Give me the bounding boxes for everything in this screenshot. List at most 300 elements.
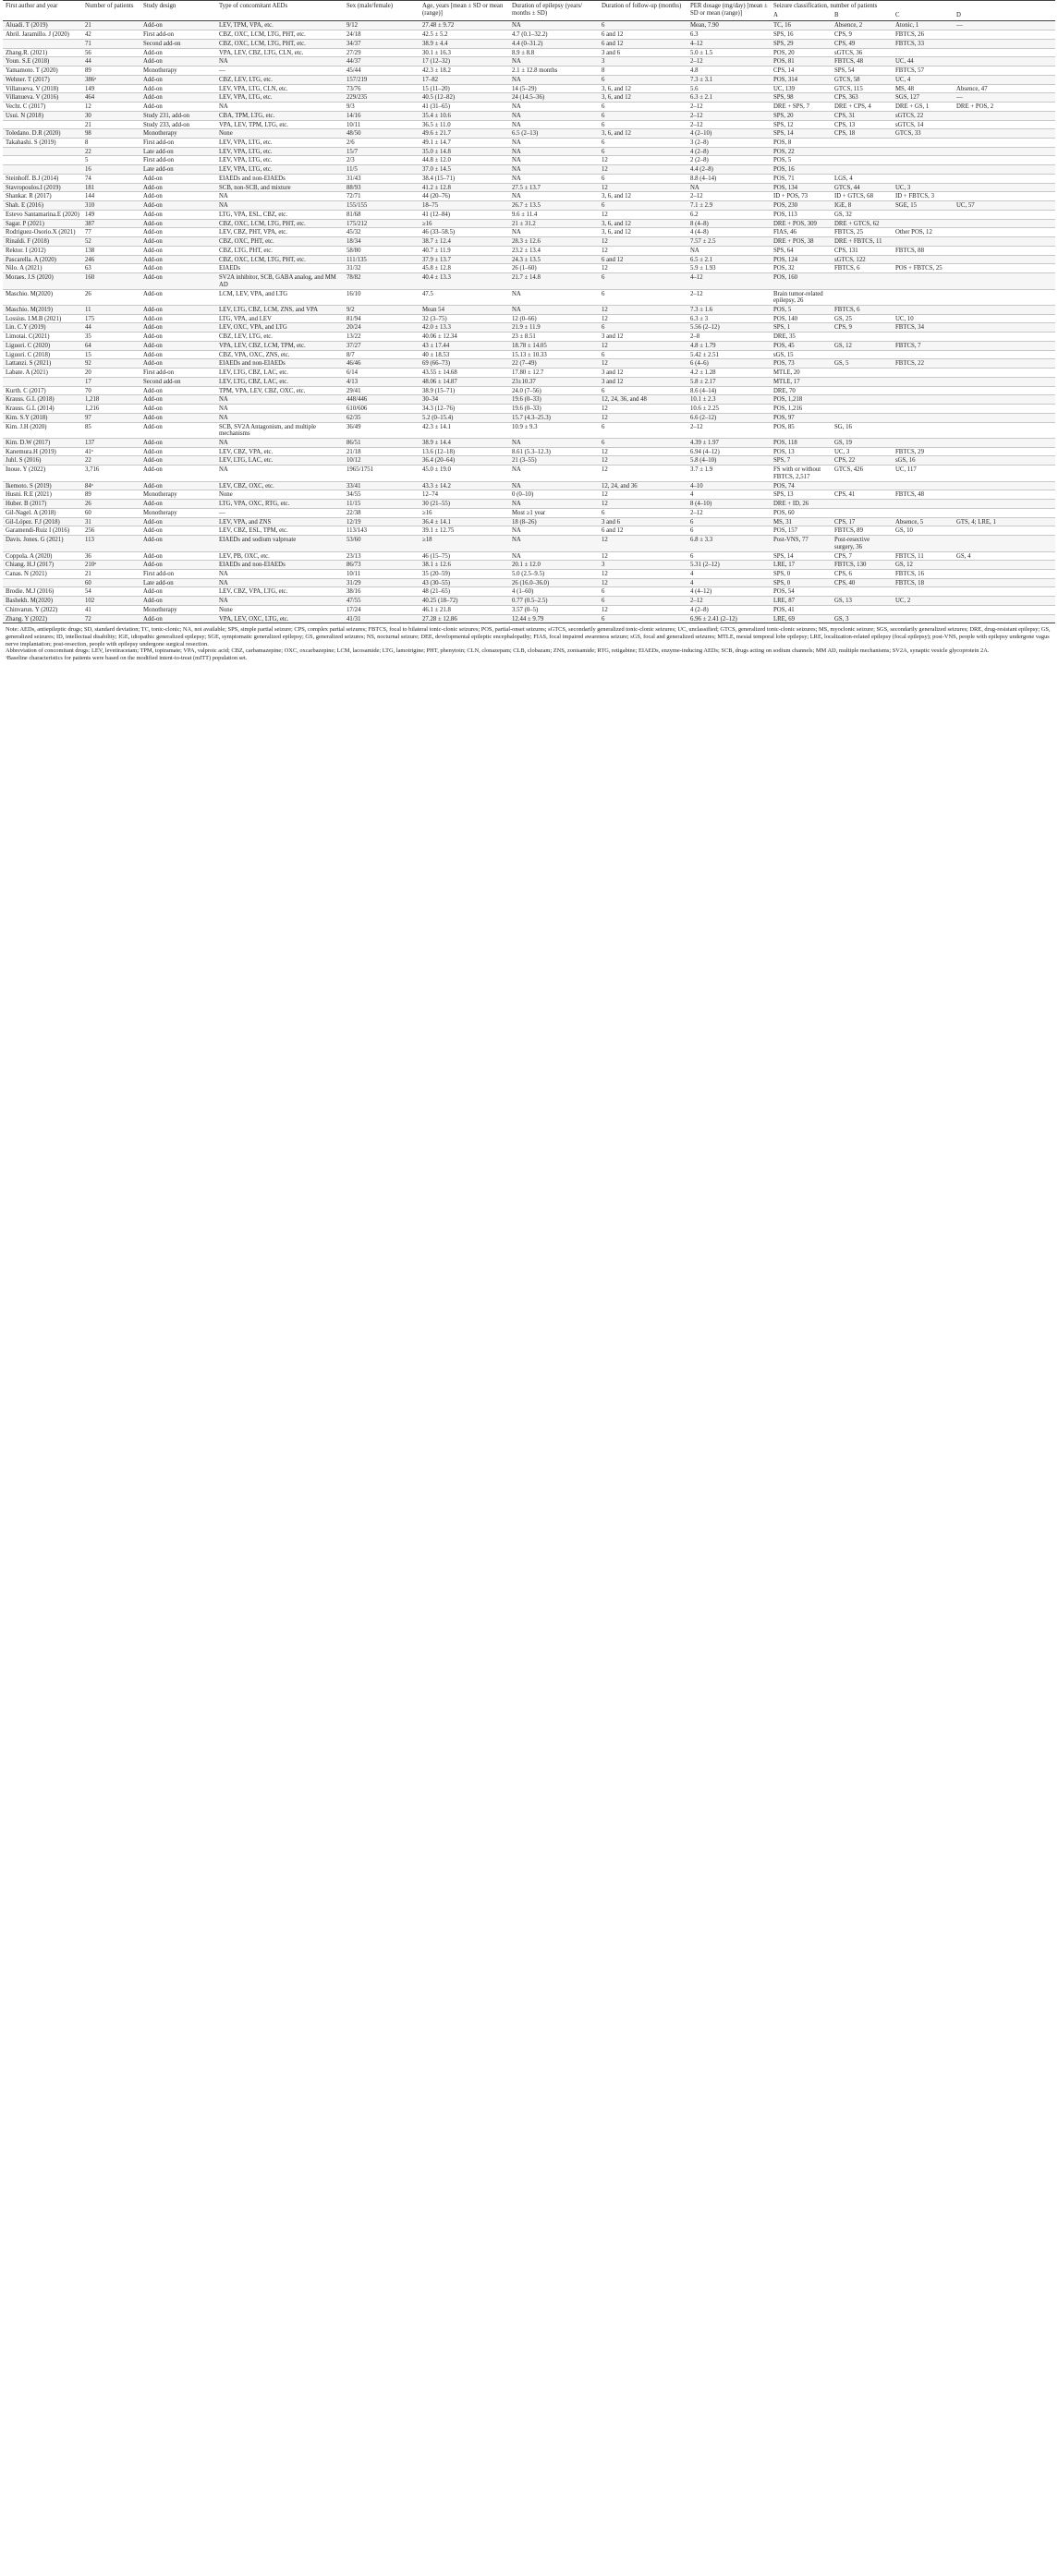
table-row	[3, 273, 1055, 289]
study-design-cell: Add-on	[140, 48, 216, 57]
seizure-c-cell: FBTCS, 18	[893, 578, 954, 587]
seizure-c-cell: FBTCS, 34	[893, 323, 954, 333]
patients-cell: 144	[82, 192, 140, 201]
seizure-c-cell: SGS, 127	[893, 93, 954, 103]
follow-up-cell: 12	[599, 246, 687, 255]
seizure-d-cell	[954, 570, 1055, 579]
seizure-b-cell: Post-resective surgery, 36	[832, 536, 893, 551]
table-row	[3, 39, 1055, 48]
follow-up-cell: 6 and 12	[599, 30, 687, 40]
concomitant-aeds-cell: None	[216, 605, 344, 614]
seizure-b-cell: GS, 12	[832, 341, 893, 350]
seizure-a-cell: POS, 16	[771, 165, 832, 175]
concomitant-aeds-cell: LTG, VPA, and LEV	[216, 314, 344, 323]
concomitant-aeds-cell: VPA, LEV, OXC, LTG, etc.	[216, 614, 344, 623]
follow-up-cell: 6	[599, 350, 687, 359]
seizure-b-cell: sGTCS, 122	[832, 255, 893, 264]
table-row	[3, 93, 1055, 103]
age-cell: 38.9 ± 14.4	[420, 438, 509, 447]
author-year-cell	[3, 120, 82, 129]
header-col-c: C	[893, 12, 954, 21]
author-year-cell: Rodriguez-Osorio.X (2021)	[3, 228, 82, 237]
age-cell: 44 (20–76)	[420, 192, 509, 201]
author-year-cell: Juhl. S (2016)	[3, 456, 82, 466]
concomitant-aeds-cell: EIAEDs and sodium valproate	[216, 536, 344, 551]
table-row	[3, 413, 1055, 422]
table-row	[3, 587, 1055, 597]
age-cell: 40.06 ± 12.34	[420, 333, 509, 342]
study-design-cell: Add-on	[140, 341, 216, 350]
seizure-d-cell	[954, 536, 1055, 551]
table-row	[3, 377, 1055, 386]
per-dosage-cell: 6.2	[687, 210, 771, 219]
epilepsy-duration-cell: NA	[509, 466, 599, 481]
seizure-a-cell: CPS, 14	[771, 67, 832, 76]
per-dosage-cell: 5.8 (4–10)	[687, 456, 771, 466]
author-year-cell: Shankar. R (2017)	[3, 192, 82, 201]
patients-cell: 85	[82, 422, 140, 438]
header-duration-of-follow-up: Duration of follow-up (months)	[599, 1, 687, 21]
seizure-a-cell: TC, 16	[771, 21, 832, 30]
author-year-cell: Brodie. M.J (2016)	[3, 587, 82, 597]
concomitant-aeds-cell: LCM, LEV, VPA, and LTG	[216, 289, 344, 305]
seizure-a-cell: SPS, 14	[771, 129, 832, 139]
seizure-d-cell	[954, 210, 1055, 219]
author-year-cell: Maschio. M(2019)	[3, 305, 82, 314]
seizure-b-cell: GS, 19	[832, 438, 893, 447]
epilepsy-duration-cell: 3.57 (0–5)	[509, 605, 599, 614]
seizure-a-cell: POS, 160	[771, 273, 832, 289]
seizure-b-cell: FBTCS, 48	[832, 57, 893, 67]
age-cell: Mean 54	[420, 305, 509, 314]
header-col-b: B	[832, 12, 893, 21]
concomitant-aeds-cell: LTG, VPA, ESL, CBZ, etc.	[216, 210, 344, 219]
seizure-d-cell	[954, 228, 1055, 237]
study-design-cell: First add-on	[140, 30, 216, 40]
per-dosage-cell: 5.9 ± 1.93	[687, 264, 771, 273]
sex-cell: 12/19	[344, 517, 420, 526]
seizure-c-cell: FBTCS, 11	[893, 551, 954, 561]
sex-cell: 62/35	[344, 413, 420, 422]
concomitant-aeds-cell: LEV, CBZ, PHT, VPA, etc.	[216, 228, 344, 237]
seizure-b-cell	[832, 377, 893, 386]
per-dosage-cell: 2–12	[687, 192, 771, 201]
sex-cell: 31/32	[344, 264, 420, 273]
table-row	[3, 147, 1055, 156]
study-design-cell: Add-on	[140, 314, 216, 323]
epilepsy-duration-cell: 27.5 ± 13.7	[509, 183, 599, 192]
epilepsy-duration-cell: NA	[509, 111, 599, 120]
author-year-cell: Lin. C.Y (2019)	[3, 323, 82, 333]
seizure-b-cell	[832, 413, 893, 422]
table-row	[3, 183, 1055, 192]
study-design-cell: Add-on	[140, 386, 216, 395]
follow-up-cell: 3 and 12	[599, 377, 687, 386]
header-sex: Sex (male/female)	[344, 1, 420, 21]
author-year-cell: Gil-Nagel. A (2018)	[3, 508, 82, 517]
age-cell: 40.25 (18–72)	[420, 597, 509, 606]
sex-cell: 113/143	[344, 526, 420, 536]
table-row	[3, 578, 1055, 587]
age-cell: 49.6 ± 21.7	[420, 129, 509, 139]
seizure-a-cell: FS with or without FBTCS, 2,517	[771, 466, 832, 481]
seizure-b-cell: GTCS, 115	[832, 84, 893, 93]
seizure-c-cell: UC, 10	[893, 314, 954, 323]
table-row	[3, 323, 1055, 333]
table-row	[3, 75, 1055, 84]
seizure-b-cell: GTCS, 426	[832, 466, 893, 481]
author-year-cell: Sagar. P (2021)	[3, 219, 82, 228]
table-row	[3, 289, 1055, 305]
study-design-cell: Add-on	[140, 93, 216, 103]
concomitant-aeds-cell: LEV, VPA, and ZNS	[216, 517, 344, 526]
patients-cell: 5	[82, 156, 140, 165]
age-cell: 48.06 ± 14.87	[420, 377, 509, 386]
epilepsy-duration-cell: NA	[509, 156, 599, 165]
seizure-b-cell: CPS, 7	[832, 551, 893, 561]
per-dosage-cell: 5.31 (2–12)	[687, 561, 771, 570]
patients-cell: 22	[82, 456, 140, 466]
study-design-cell: Monotherapy	[140, 605, 216, 614]
patients-cell: 149	[82, 84, 140, 93]
author-year-cell: Ikemoto. S (2019)	[3, 481, 82, 490]
seizure-b-cell: CPS, 9	[832, 30, 893, 40]
seizure-a-cell: UC, 139	[771, 84, 832, 93]
study-design-cell: Add-on	[140, 264, 216, 273]
age-cell: 47.5	[420, 289, 509, 305]
table-row	[3, 359, 1055, 369]
follow-up-cell: 12	[599, 314, 687, 323]
seizure-d-cell: GTS, 4; LRE, 1	[954, 517, 1055, 526]
seizure-a-cell: SPS, 98	[771, 93, 832, 103]
age-cell: 40.5 (12–82)	[420, 93, 509, 103]
patients-cell: 60	[82, 578, 140, 587]
sex-cell: 34/55	[344, 490, 420, 500]
sex-cell: 17/24	[344, 605, 420, 614]
header-per-dosage: PER dosage (mg/day) [mean ± SD or mean (range)]	[687, 1, 771, 21]
study-design-cell: Add-on	[140, 422, 216, 438]
table-row	[3, 490, 1055, 500]
patients-cell: 44	[82, 57, 140, 67]
seizure-b-cell: GS, 3	[832, 614, 893, 623]
per-dosage-cell: 4 (2–8)	[687, 147, 771, 156]
study-design-cell: Add-on	[140, 57, 216, 67]
patients-cell: 64	[82, 341, 140, 350]
seizure-b-cell: GS, 13	[832, 597, 893, 606]
age-cell: 48 (21–65)	[420, 587, 509, 597]
age-cell: ≥18	[420, 536, 509, 551]
table-row	[3, 237, 1055, 247]
per-dosage-cell: 6.96 ± 2.41 (2–12)	[687, 614, 771, 623]
seizure-c-cell: Absence, 5	[893, 517, 954, 526]
seizure-c-cell: GS, 10	[893, 526, 954, 536]
epilepsy-duration-cell: 26 (1–60)	[509, 264, 599, 273]
seizure-c-cell	[893, 369, 954, 378]
study-design-cell: First add-on	[140, 570, 216, 579]
per-dosage-cell: 2–12	[687, 289, 771, 305]
study-design-cell: Late add-on	[140, 147, 216, 156]
per-dosage-cell: 5.56 (2–12)	[687, 323, 771, 333]
seizure-c-cell	[893, 405, 954, 414]
seizure-a-cell: LRE, 17	[771, 561, 832, 570]
epilepsy-duration-cell: 21.7 ± 14.8	[509, 273, 599, 289]
author-year-cell: Nilo. A (2021)	[3, 264, 82, 273]
study-design-cell: Add-on	[140, 466, 216, 481]
sex-cell: 155/155	[344, 201, 420, 211]
author-year-cell: Kanemura.H (2019)	[3, 447, 82, 456]
author-year-cell: Huber. B (2017)	[3, 500, 82, 509]
seizure-d-cell	[954, 333, 1055, 342]
follow-up-cell: 12	[599, 210, 687, 219]
author-year-cell: Garamendi-Ruiz I (2016)	[3, 526, 82, 536]
author-year-cell: Vecht. C (2017)	[3, 103, 82, 112]
epilepsy-duration-cell: 24.3 ± 13.5	[509, 255, 599, 264]
epilepsy-duration-cell: 19.6 (0–33)	[509, 395, 599, 405]
per-dosage-cell: 6 (4–6)	[687, 359, 771, 369]
epilepsy-duration-cell: NA	[509, 526, 599, 536]
concomitant-aeds-cell: LEV, PB, OXC, etc.	[216, 551, 344, 561]
sex-cell: 448/446	[344, 395, 420, 405]
patients-cell: 77	[82, 228, 140, 237]
age-cell: 69 (66–73)	[420, 359, 509, 369]
sex-cell: 9/12	[344, 21, 420, 30]
seizure-d-cell	[954, 377, 1055, 386]
patients-cell: 41ᵃ	[82, 447, 140, 456]
seizure-b-cell	[832, 289, 893, 305]
seizure-b-cell	[832, 500, 893, 509]
table-row	[3, 120, 1055, 129]
table-row	[3, 201, 1055, 211]
seizure-c-cell: sGTCS, 22	[893, 111, 954, 120]
table-header	[3, 1, 1055, 21]
follow-up-cell: 6	[599, 21, 687, 30]
seizure-a-cell: FIAS, 46	[771, 228, 832, 237]
per-dosage-cell: 6.5 ± 2.1	[687, 255, 771, 264]
seizure-d-cell	[954, 350, 1055, 359]
sex-cell: 14/16	[344, 111, 420, 120]
sex-cell: 73/76	[344, 84, 420, 93]
seizure-a-cell: POS, 22	[771, 147, 832, 156]
age-cell: 42.3 ± 18.2	[420, 67, 509, 76]
seizure-a-cell: POS, 41	[771, 605, 832, 614]
table-notes	[3, 623, 1055, 661]
concomitant-aeds-cell: LEV, CBZ, ESL, TPM, etc.	[216, 526, 344, 536]
concomitant-aeds-cell: NA	[216, 201, 344, 211]
seizure-b-cell	[832, 165, 893, 175]
follow-up-cell: 8	[599, 67, 687, 76]
author-year-cell: Kim. J.H (2020)	[3, 422, 82, 438]
patients-cell: 21	[82, 570, 140, 579]
seizure-b-cell	[832, 508, 893, 517]
sex-cell: 9/3	[344, 103, 420, 112]
per-dosage-cell: 6.3 ± 3	[687, 314, 771, 323]
follow-up-cell: 6	[599, 323, 687, 333]
seizure-d-cell	[954, 75, 1055, 84]
note-footnote-a: ᵃBaseline characteristics for patients were based on the modified intent-to-treat (mITT) population set.	[6, 655, 248, 662]
follow-up-cell: 12	[599, 551, 687, 561]
patients-cell: 464	[82, 93, 140, 103]
study-design-cell: Add-on	[140, 210, 216, 219]
follow-up-cell: 3, 6, and 12	[599, 228, 687, 237]
note-abbreviations: Note: AEDs, antiepileptic drugs; SD, standard deviation; TC, tonic-clonic; NA, not available; SPS, simple partial seizure; CPS, complex partial seizures; FBTCS, focal to bilateral tonic-clonic seizures; POS, partial-onset seizures; sGTCS, secondarily generalized tonic-clonic seizures; UC, unclassified; GTCS, generalized tonic-clonic seizures; MS, myoclonic seizure; SGS, secondarily generalized seizures; DRE, drug-resistant epilepsy; GS, generalized seizures; ID, intellectual disability; IGE, idiopathic generalized epilepsy; SGE, symptomatic generalized epilepsy; GS, generalized seizures; NS, nocturnal seizure; DEE, developmental epileptic encephalopathy; FIAS, focal impaired awareness seizure; sGS, focal and generalized seizures; MTLE, mesial temporal lobe epilepsy; LRE, localization-related epilepsy (focal epilepsy); post-VNS, people with epilepsy undergone vagus nerve implantation; post-resection, people with epilepsy undergone surgical resection.	[6, 626, 1051, 647]
study-design-cell: Monotherapy	[140, 490, 216, 500]
seizure-d-cell	[954, 314, 1055, 323]
patients-cell: 3,716	[82, 466, 140, 481]
seizure-d-cell	[954, 255, 1055, 264]
concomitant-aeds-cell: None	[216, 490, 344, 500]
per-dosage-cell: 2–12	[687, 120, 771, 129]
sex-cell: 21/18	[344, 447, 420, 456]
epilepsy-duration-cell: 6.5 (2–13)	[509, 129, 599, 139]
author-year-cell: Inoue. Y (2022)	[3, 466, 82, 481]
patients-cell: 21	[82, 120, 140, 129]
age-cell: 27.28 ± 12.86	[420, 614, 509, 623]
author-year-cell: Husni. R.E (2021)	[3, 490, 82, 500]
seizure-a-cell: sGS, 15	[771, 350, 832, 359]
table-row	[3, 192, 1055, 201]
author-year-cell: Toledano. D.R (2020)	[3, 129, 82, 139]
follow-up-cell: 6	[599, 103, 687, 112]
patients-cell: 210ᵃ	[82, 561, 140, 570]
table-row	[3, 111, 1055, 120]
seizure-b-cell: DRE + FBTCS, 11	[832, 237, 893, 247]
per-dosage-cell: 3 (2–8)	[687, 139, 771, 148]
follow-up-cell: 12	[599, 156, 687, 165]
concomitant-aeds-cell: CBZ, LTG, PHT, etc.	[216, 246, 344, 255]
concomitant-aeds-cell: NA	[216, 578, 344, 587]
age-cell: 43 (30–55)	[420, 578, 509, 587]
age-cell: 38.7 ± 12.4	[420, 237, 509, 247]
epilepsy-duration-cell: 21 (3–55)	[509, 456, 599, 466]
seizure-c-cell	[893, 508, 954, 517]
epilepsy-duration-cell: 20.1 ± 12.0	[509, 561, 599, 570]
study-design-cell: Add-on	[140, 551, 216, 561]
seizure-b-cell	[832, 395, 893, 405]
study-design-cell: Second add-on	[140, 377, 216, 386]
age-cell: 46.1 ± 21.8	[420, 605, 509, 614]
author-year-cell	[3, 156, 82, 165]
study-design-cell: Add-on	[140, 183, 216, 192]
epilepsy-duration-cell: 0 (0–10)	[509, 490, 599, 500]
age-cell: ≥16	[420, 219, 509, 228]
seizure-c-cell: GS, 12	[893, 561, 954, 570]
table-row	[3, 139, 1055, 148]
patients-cell: 70	[82, 386, 140, 395]
per-dosage-cell: 4	[687, 570, 771, 579]
per-dosage-cell: 4–12	[687, 273, 771, 289]
seizure-b-cell: FBTCS, 130	[832, 561, 893, 570]
seizure-c-cell: FBTCS, 16	[893, 570, 954, 579]
concomitant-aeds-cell: CBZ, LEV, LTG, etc.	[216, 333, 344, 342]
seizure-d-cell	[954, 57, 1055, 67]
follow-up-cell: 12	[599, 578, 687, 587]
author-year-cell: Aluadi. T (2019)	[3, 21, 82, 30]
concomitant-aeds-cell: EIAEDs and non-EIAEDs	[216, 359, 344, 369]
follow-up-cell: 6	[599, 273, 687, 289]
age-cell: 38.4 (15–71)	[420, 174, 509, 183]
seizure-d-cell	[954, 246, 1055, 255]
patients-cell: 97	[82, 413, 140, 422]
concomitant-aeds-cell: NA	[216, 466, 344, 481]
seizure-a-cell: SPS, 0	[771, 570, 832, 579]
seizure-d-cell	[954, 413, 1055, 422]
seizure-d-cell	[954, 183, 1055, 192]
study-design-cell: Add-on	[140, 447, 216, 456]
sex-cell: 81/68	[344, 210, 420, 219]
epilepsy-duration-cell: 4.7 (0.1–32.2)	[509, 30, 599, 40]
seizure-d-cell	[954, 597, 1055, 606]
seizure-b-cell: FBTCS, 6	[832, 305, 893, 314]
concomitant-aeds-cell: NA	[216, 395, 344, 405]
age-cell: 36.4 ± 14.1	[420, 517, 509, 526]
epilepsy-duration-cell: 15.7 (4.3–25.3)	[509, 413, 599, 422]
seizure-a-cell: POS, 20	[771, 48, 832, 57]
author-year-cell: Moraes. J.S (2020)	[3, 273, 82, 289]
per-dosage-cell: 6	[687, 517, 771, 526]
per-dosage-cell: 10.1 ± 2.3	[687, 395, 771, 405]
seizure-b-cell: GS, 25	[832, 314, 893, 323]
author-year-cell	[3, 165, 82, 175]
patients-cell: 20	[82, 369, 140, 378]
study-design-cell: Add-on	[140, 395, 216, 405]
sex-cell: 34/37	[344, 39, 420, 48]
epilepsy-duration-cell: NA	[509, 500, 599, 509]
seizure-a-cell: POS, 60	[771, 508, 832, 517]
seizure-b-cell: CPS, 49	[832, 39, 893, 48]
follow-up-cell: 3 and 6	[599, 517, 687, 526]
seizure-d-cell	[954, 614, 1055, 623]
seizure-c-cell: SGE, 15	[893, 201, 954, 211]
age-cell: 35 (20–59)	[420, 570, 509, 579]
follow-up-cell: 6	[599, 614, 687, 623]
age-cell: 38.9 (15–71)	[420, 386, 509, 395]
per-dosage-cell: Mean, 7.90	[687, 21, 771, 30]
seizure-c-cell	[893, 273, 954, 289]
seizure-b-cell	[832, 386, 893, 395]
per-dosage-cell: 4–10	[687, 481, 771, 490]
seizure-c-cell: Other POS, 12	[893, 228, 954, 237]
seizure-c-cell	[893, 500, 954, 509]
age-cell: 41 (31–65)	[420, 103, 509, 112]
epilepsy-duration-cell: 24 (14.5–36)	[509, 93, 599, 103]
seizure-a-cell: MTLE, 17	[771, 377, 832, 386]
seizure-d-cell	[954, 422, 1055, 438]
seizure-d-cell	[954, 139, 1055, 148]
seizure-d-cell: —	[954, 21, 1055, 30]
seizure-a-cell: POS, 73	[771, 359, 832, 369]
seizure-d-cell	[954, 39, 1055, 48]
age-cell: 38.9 ± 4.4	[420, 39, 509, 48]
sex-cell: 48/50	[344, 129, 420, 139]
patients-cell: 36	[82, 551, 140, 561]
seizure-c-cell	[893, 350, 954, 359]
study-characteristics-table	[3, 0, 1055, 623]
author-year-cell: Steinhoff. B.J (2014)	[3, 174, 82, 183]
epilepsy-duration-cell: NA	[509, 120, 599, 129]
table-row	[3, 219, 1055, 228]
seizure-a-cell: POS, 8	[771, 139, 832, 148]
seizure-b-cell: SPS, 54	[832, 67, 893, 76]
author-year-cell: Villanueva. V (2018)	[3, 84, 82, 93]
study-design-cell: Add-on	[140, 405, 216, 414]
patients-cell: 256	[82, 526, 140, 536]
age-cell: 38.1 ± 12.6	[420, 561, 509, 570]
patients-cell: 54	[82, 587, 140, 597]
per-dosage-cell: 4 (2–8)	[687, 605, 771, 614]
study-design-cell: Add-on	[140, 536, 216, 551]
seizure-b-cell: LGS, 4	[832, 174, 893, 183]
concomitant-aeds-cell: LEV, VPA, LTG, CLN, etc.	[216, 84, 344, 93]
